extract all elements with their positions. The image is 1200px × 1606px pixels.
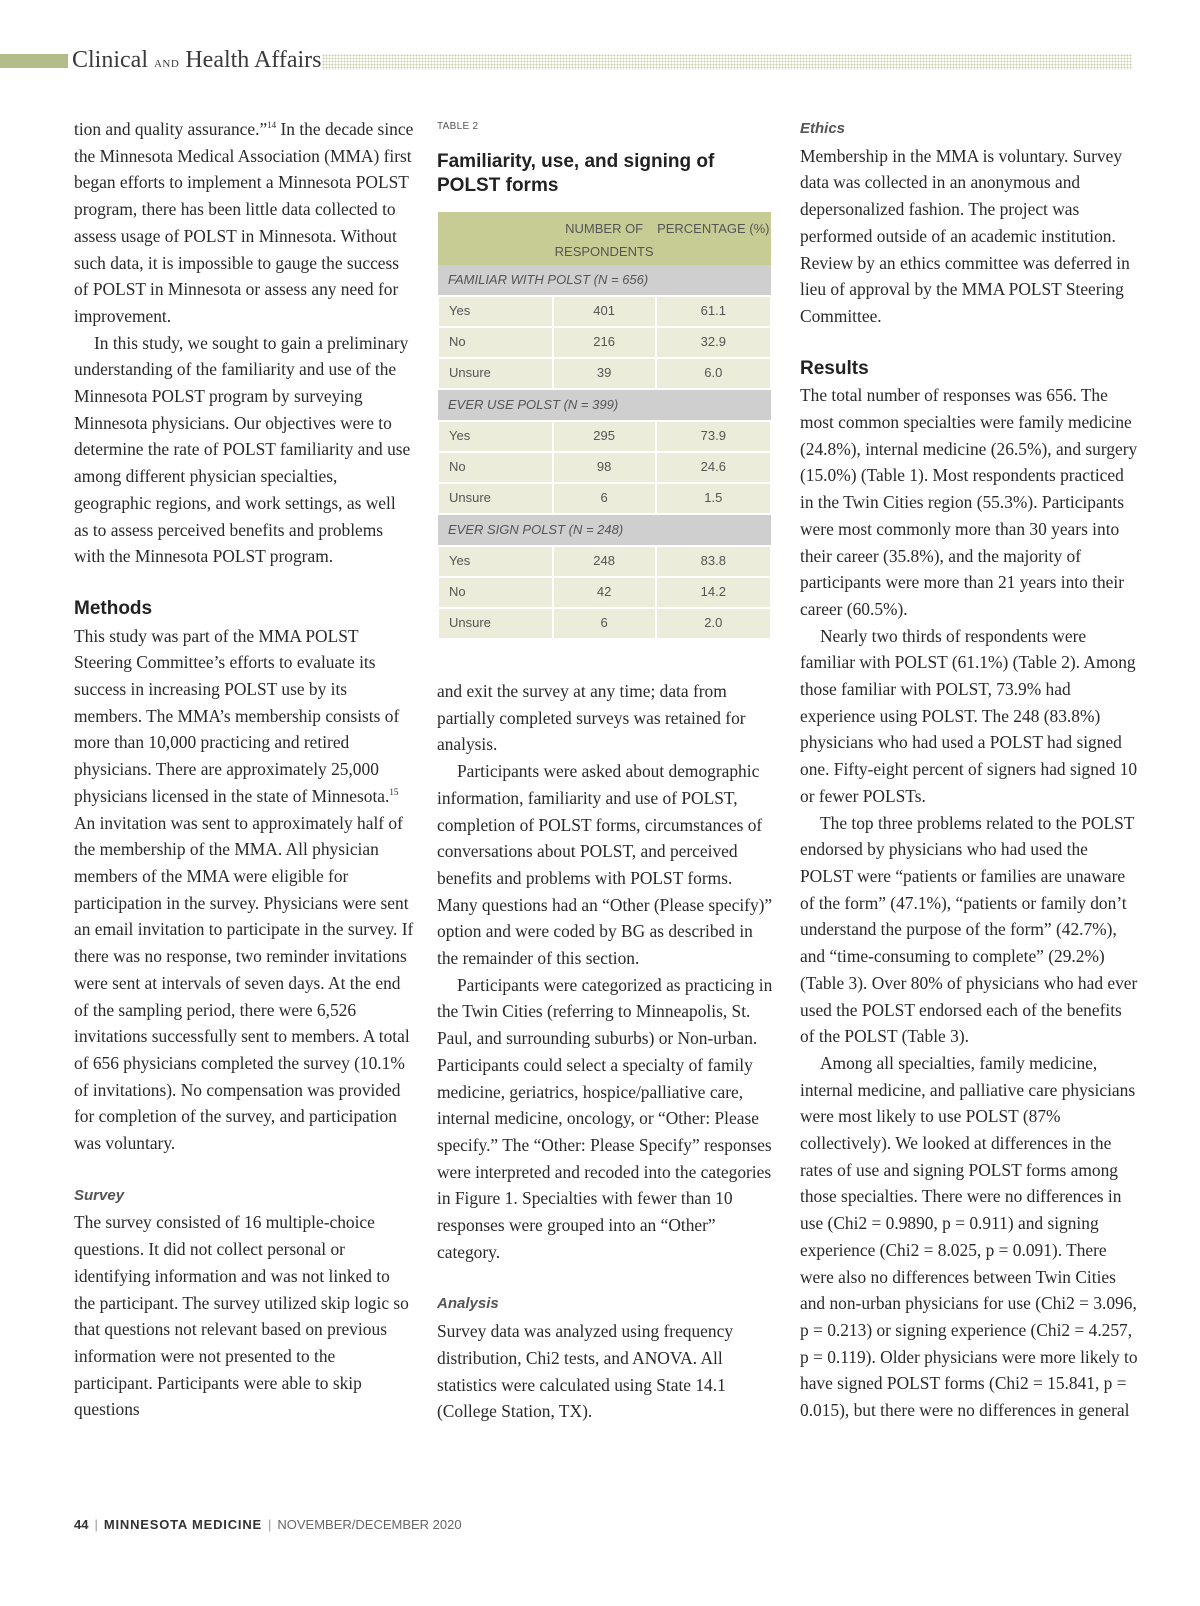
table-header-percentage: PERCENTAGE (%) xyxy=(656,212,771,265)
group-label: FAMILIAR WITH POLST (N = 656) xyxy=(438,265,771,296)
column-2 xyxy=(437,116,777,1425)
intro-paragraph-1 xyxy=(74,116,414,330)
survey-paragraph: The survey consisted of 16 multiple-choice questions. It did not collect personal or identifying information and was not linked to the participant. The survey utilized skip logic so that questions not relevant based on previous information were not presented to the participant. Participants were able to skip questions xyxy=(74,1212,409,1420)
table-group-row xyxy=(438,265,771,296)
methods-heading: Methods xyxy=(74,597,153,619)
row-percent: 6.0 xyxy=(656,358,771,389)
header-accent-bar xyxy=(0,54,68,68)
survey-heading: Survey xyxy=(74,1186,125,1204)
row-percent: 73.9 xyxy=(656,421,771,452)
row-count: 6 xyxy=(553,483,656,514)
row-percent: 61.1 xyxy=(656,296,771,327)
row-label: Unsure xyxy=(438,608,553,639)
table-row xyxy=(438,608,771,639)
row-percent: 1.5 xyxy=(656,483,771,514)
page-number: 44 xyxy=(74,1517,89,1532)
section-header xyxy=(72,46,322,78)
table-row xyxy=(438,577,771,608)
row-label: Unsure xyxy=(438,358,553,389)
col2-paragraph-1: and exit the survey at any time; data from partially completed surveys was retained for analysis. xyxy=(437,681,746,755)
footer-separator: | xyxy=(267,1517,272,1532)
page-footer xyxy=(74,1516,462,1534)
row-percent: 14.2 xyxy=(656,577,771,608)
intro-p1-rest: In the decade since the Minnesota Medical Association (MMA) first began efforts to implement a Minnesota POLST program, there has been little data collected to assess usage of POLST in Minnesota. Without such data, it is impossible to gauge the success of POLST in Minnesota or assess any need for improvement. xyxy=(74,119,414,326)
row-count: 248 xyxy=(553,546,656,577)
ethics-paragraph: Membership in the MMA is voluntary. Survey data was collected in an anonymous and depersonalized fashion. The project was performed outside of an academic institution. Review by an ethics committee was deferred in lieu of approval by the MMA POLST Steering Committee. xyxy=(800,145,1130,326)
header-title-and: AND xyxy=(153,58,180,70)
table-label: TABLE 2 xyxy=(437,121,479,132)
row-label: No xyxy=(438,577,553,608)
column-1 xyxy=(74,116,414,1423)
results-paragraph-3: The top three problems related to the POLST endorsed by physicians who had used the POLST were “patients or families are unaware of the form” (47.1%), “patients or family don’t understand the purpose of the form” (42.7%), and “time-consuming to complete” (29.2%) (Table 3). Over 80% of physicians who had ever used the POLST endorsed each of the benefits of the POLST (Table 3). xyxy=(800,812,1138,1047)
table-header-row xyxy=(438,212,771,265)
group-label: EVER USE POLST (N = 399) xyxy=(438,389,771,421)
magazine-name: MINNESOTA MEDICINE xyxy=(103,1517,262,1532)
methods-text-1: This study was part of the MMA POLST Steering Committee’s efforts to evaluate its success in increasing POLST use by its members. The MMA’s membership consists of more than 10,000 practicing and retired physicians. There are approximately 25,000 physicians licensed in the state of Minnesota. xyxy=(74,625,400,806)
table-row xyxy=(438,421,771,452)
issue-date: NOVEMBER/DECEMBER 2020 xyxy=(277,1517,462,1532)
methods-paragraph xyxy=(74,623,414,1157)
column-3 xyxy=(800,116,1140,1424)
table-row xyxy=(438,358,771,389)
table-row xyxy=(438,327,771,358)
row-percent: 32.9 xyxy=(656,327,771,358)
row-label: No xyxy=(438,452,553,483)
analysis-paragraph: Survey data was analyzed using frequency distribution, Chi2 tests, and ANOVA. All statistics were calculated using State 14.1 (College Station, TX). xyxy=(437,1321,734,1422)
results-paragraph-2: Nearly two thirds of respondents were familiar with POLST (61.1%) (Table 2). Among those familiar with POLST, 73.9% had experience using POLST. The 248 (83.8%) physicians who had used a POLST had signed one. Fifty-eight percent of signers had signed 10 or fewer POLSTs. xyxy=(800,625,1138,806)
row-label: Unsure xyxy=(438,483,553,514)
table-2 xyxy=(437,212,772,640)
intro-paragraph-2: In this study, we sought to gain a preliminary understanding of the familiarity and use of the Minnesota POLST program by surveying Minnesota physicians. Our objectives were to determine the rate of POLST familiarity and use among different physician specialties, geographic regions, and work settings, as well as to assess perceived benefits and problems with the Minnesota POLST program. xyxy=(74,332,411,567)
footer-separator: | xyxy=(94,1517,98,1532)
row-count: 295 xyxy=(553,421,656,452)
row-count: 42 xyxy=(553,577,656,608)
group-label: EVER SIGN POLST (N = 248) xyxy=(438,514,771,546)
table-row xyxy=(438,483,771,514)
row-count: 98 xyxy=(553,452,656,483)
table-group-row xyxy=(438,389,771,421)
results-paragraph-1: The total number of responses was 656. The most common specialties were family medicine (24.8%), internal medicine (26.5%), and surgery (15.0%) (Table 1). Most respondents practiced in the Twin Cities region (55.3%). Participants were most commonly more than 30 years into their career (35.8%), and the majority of participants were more than 21 years into their career (60.5%). xyxy=(800,385,1138,619)
analysis-heading: Analysis xyxy=(437,1295,499,1313)
table-header-respondents: NUMBER OF RESPONDENTS xyxy=(553,212,656,265)
intro-p1-text: tion and quality assurance.” xyxy=(74,119,268,139)
row-label: No xyxy=(438,327,553,358)
col2-paragraph-3: Participants were categorized as practicing in the Twin Cities (referring to Minneapolis, St. Paul, and surrounding suburbs) or Non-urban. Participants could select a specialty of family medicine, geriatrics, hospice/palliative care, internal medicine, oncology, or “Other: Please specify.” The “Other: Please Specify” responses were interpreted and recoded into the categories in Figure 1. Specialties with fewer than 10 responses were grouped into an “Other” category. xyxy=(437,974,773,1262)
row-count: 39 xyxy=(553,358,656,389)
ethics-heading: Ethics xyxy=(800,120,846,137)
table-group-row xyxy=(438,514,771,546)
results-heading: Results xyxy=(800,357,869,379)
row-count: 401 xyxy=(553,296,656,327)
table-row xyxy=(438,546,771,577)
results-paragraph-4: Among all specialties, family medicine, internal medicine, and palliative care physicians were most likely to use POLST (87% collectively). We looked at differences in the rates of use and signing POLST forms among those specialties. There were no differences in use (Chi2 = 0.9890, p = 0.911) and signing experience (Chi2 = 8.025, p = 0.091). There were also no differences between Twin Cities and non-urban physicians for use (Chi2 = 3.096, p = 0.213) or signing experience (Chi2 = 4.257, p = 0.119). Older physicians were more likely to have signed POLST forms (Chi2 = 15.841, p = 0.015), but there were no differences in general xyxy=(800,1052,1138,1421)
citation-15: 15 xyxy=(389,786,399,797)
row-label: Yes xyxy=(438,296,553,327)
row-label: Yes xyxy=(438,421,553,452)
table-title: Familiarity, use, and signing of POLST forms xyxy=(437,151,715,196)
table-row xyxy=(438,452,771,483)
row-percent: 24.6 xyxy=(656,452,771,483)
row-percent: 83.8 xyxy=(656,546,771,577)
header-title-part1: Clinical xyxy=(72,47,148,73)
header-dot-pattern xyxy=(322,54,1132,70)
row-percent: 2.0 xyxy=(656,608,771,639)
col2-paragraph-2: Participants were asked about demographic information, familiarity and use of POLST, completion of POLST forms, circumstances of conversations about POLST, and perceived benefits and problems with POLST forms. Many questions had an “Other (Please specify)” option and were coded by BG as described in the remainder of this section. xyxy=(437,761,773,969)
methods-text-2: An invitation was sent to approximately half of the membership of the MMA. All physician members of the MMA were eligible for participation in the survey. Physicians were sent an email invitation to participate in the survey. If there was no response, two reminder invitations were sent at intervals of seven days. At the end of the sampling period, there were 6,526 invitations successfully sent to members. A total of 656 physicians completed the survey (10.1% of invitations). No compensation was provided for completion of the survey, and participation was voluntary. xyxy=(74,812,414,1154)
citation-14: 14 xyxy=(267,120,277,130)
row-count: 216 xyxy=(553,327,656,358)
row-count: 6 xyxy=(553,608,656,639)
table-row xyxy=(438,296,771,327)
table-header-blank xyxy=(438,212,553,265)
header-title-part2: Health Affairs xyxy=(185,47,322,73)
row-label: Yes xyxy=(438,546,553,577)
